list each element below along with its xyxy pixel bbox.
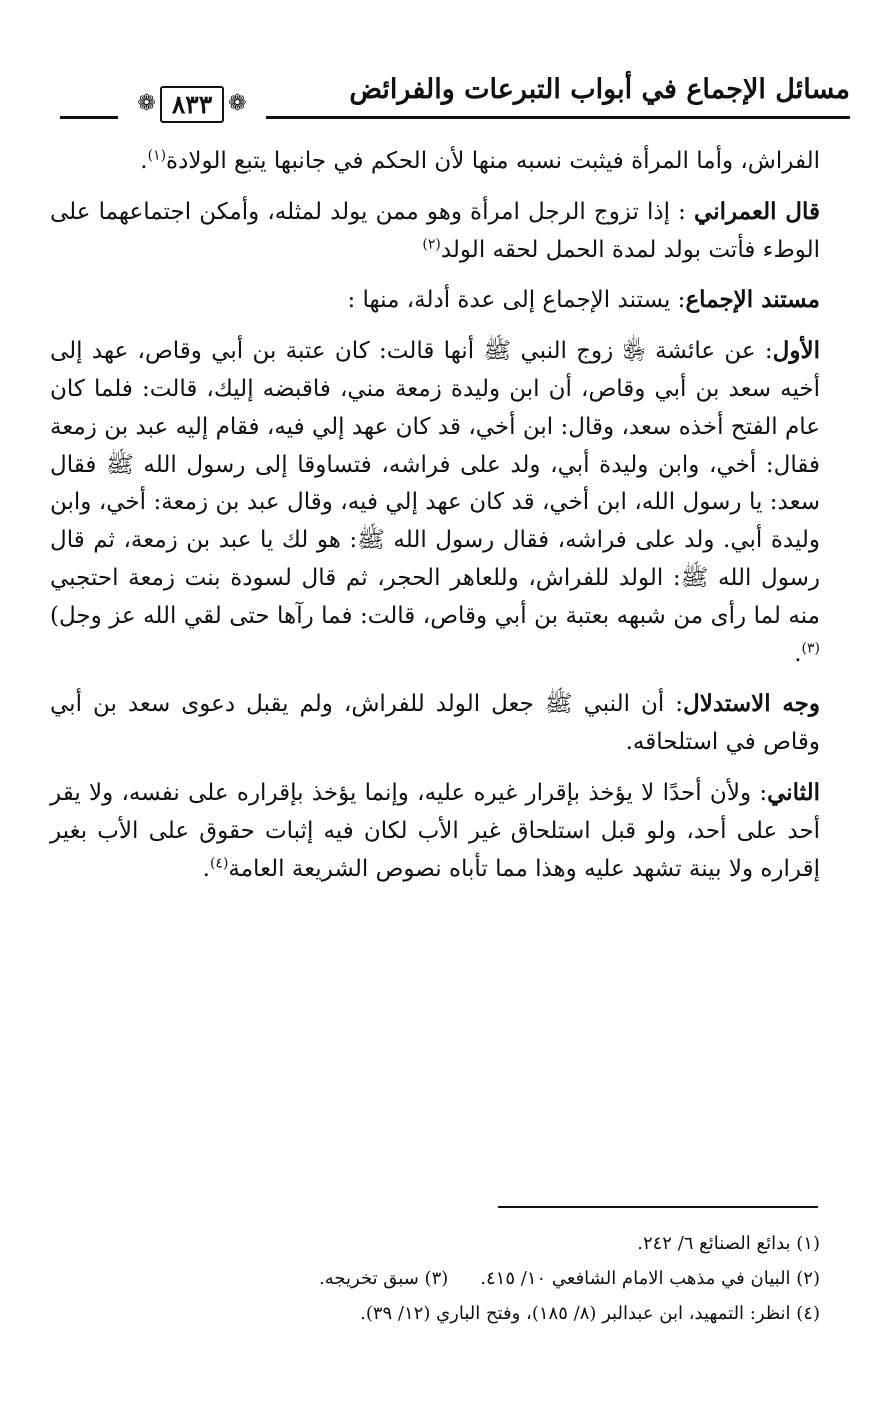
paragraph-second-evidence: الثاني: ولأن أحدًا لا يؤخذ بإقرار غيره عليه، وإنما يؤخذ بإقراره على نفسه، ولا يقر أحد على أحد، ولو قبل استلحاق غير الأب لكان فيه إثبات حقوق على الأب بغير إقراره ولا بينة تشهد عليه وهذا مما تأباه نصوص الشريعة العامة$^{(٤)}$. [50,778,820,882]
footnote-1: (١) بدائع الصنائع ٦/ ٢٤٢. [637,1233,820,1254]
paragraph-lead: قال العمراني [694,197,821,225]
paragraph-lead: وجه الاستدلال [683,690,820,718]
footnote-ref: (٤) [209,854,229,871]
paragraph-basis: مستند الإجماع: يستند الإجماع إلى عدة أدلة، منها : [347,286,820,314]
footnote-3: (٣) سبق تخريجه. [319,1268,449,1289]
body-text [50,143,820,900]
paragraph-lead: الثاني [767,778,820,806]
paragraph-first-evidence: الأول: عن عائشة ﵂ زوج النبي ﷺ أنها قالت: كان عتبة بن أبي وقاص، عهد إلى أخيه سعد بن أبي وقاص، أن ابن وليدة زمعة مني، فاقبضه إليك، قالت: فلما كان عام الفتح أخذه سعد، وقال: ابن أخي، قد كان عهد إلي فيه، فقام إليه عبد بن زمعة فقال: أخي، وابن وليدة أبي، ولد على فراشه، فتساوقا إلى رسول الله ﷺ فقال سعد: يا رسول الله، ابن أخي، قد كان عهد إلي فيه، وقال عبد بن زمعة: أخي، وابن وليدة أبي. ولد على فراشه، فقال رسول الله ﷺ: هو لك يا عبد بن زمعة، ثم قال رسول الله ﷺ: الولد للفراش، وللعاهر الحجر، ثم قال لسودة بنت زمعة احتجبي منه لما رأى من شبهه بعتبة بن أبي وقاص، قالت: فما رآها حتى لقي الله عز وجل)$^{(٣)}$. [50,337,820,667]
paragraph-lead: الأول [772,337,820,365]
paragraph-continuation: الفراش، وأما المرأة فيثبت نسبه منها لأن الحكم في جانبها يتبع الولادة$^{(١)}$. [140,147,820,174]
header-title: مسائل الإجماع في أبواب التبرعات والفرائض [349,74,850,105]
ornament-left-icon: ❁ [137,91,156,116]
paragraph-omrani: قال العمراني : إذا تزوج الرجل امرأة وهو ممن يولد لمثله، وأمكن اجتماعهما على الوطء فأتت بولد لمدة الحمل لحقه الولد$^{(٢)}$ [50,197,821,263]
footnote-2: (٢) البيان في مذهب الامام الشافعي ١٠/ ٤١٥. [480,1268,820,1289]
paragraph-lead: مستند الإجماع [685,286,820,314]
page-number-frame [118,80,266,128]
running-header [60,70,850,130]
ornament-right-icon: ❁ [228,91,247,116]
footnote-ref: (١) [147,147,167,164]
page-number: ٨٣٣ [160,86,224,123]
footnotes [50,1226,820,1331]
footnote-2-3 [50,1261,820,1296]
footnote-ref: (٣) [801,639,820,656]
footnote-rule [498,1206,818,1208]
paragraph-inference: وجه الاستدلال: أن النبي ﷺ جعل الولد للفراش، ولم يقبل دعوى سعد بن أبي وقاص في استلحاقه. [50,690,820,756]
footnote-ref: (٢) [422,235,441,252]
footnote-4: (٤) انظر: التمهيد، ابن عبدالبر (٨/ ١٨٥)، وفتح الباري (١٢/ ٣٩). [360,1303,820,1324]
